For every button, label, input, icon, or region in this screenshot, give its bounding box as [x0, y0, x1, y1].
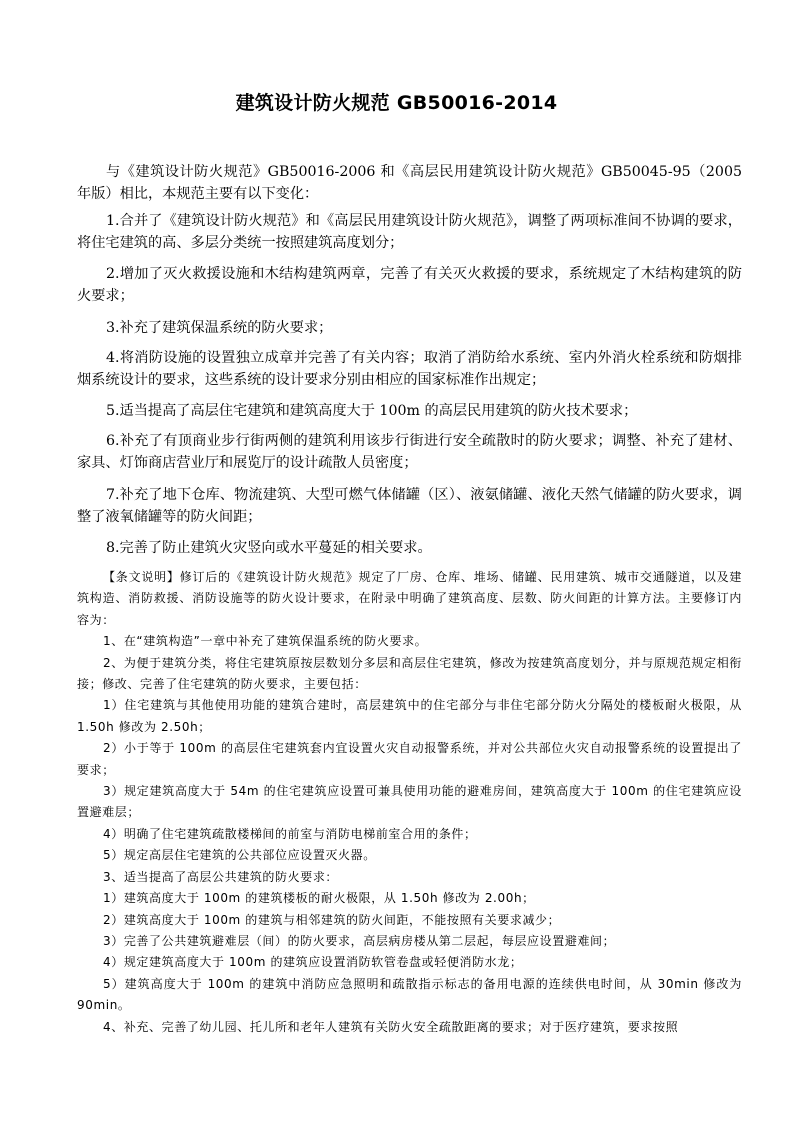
change-item-4: 4.将消防设施的设置独立成章并完善了有关内容；取消了消防给水系统、室内外消火栓系统和防烟排烟系统设计的要求，这些系统的设计要求分别由相应的国家标准作出规定；: [77, 350, 742, 388]
document-title: 建筑设计防火规范 GB50016-2014: [235, 92, 558, 114]
note-item-3-4: 4）规定建筑高度大于 100m 的建筑应设置消防软管卷盘或轻便消防水龙；: [103, 955, 523, 970]
change-item-2-block: [77, 263, 742, 307]
change-item-7: 7.补充了地下仓库、物流建筑、大型可燃气体储罐（区）、液氨储罐、液化天然气储罐的防火要求，调整了液氧储罐等的防火间距；: [77, 487, 742, 525]
note-item-1: 1、在“建筑构造”一章中补充了建筑保温系统的防火要求。: [103, 634, 428, 649]
note-item-3-3: 3）完善了公共建筑避难层（间）的防火要求，高层病房楼从第二层起，每层应设置避难间；: [103, 933, 616, 948]
change-item-8-block: [77, 537, 742, 559]
intro-paragraph: 与《建筑设计防火规范》GB50016-2006 和《高层民用建筑设计防火规范》GB50045-95（2005 年版）相比，本规范主要有以下变化：: [77, 164, 742, 202]
note-item-4: 4、补充、完善了幼儿园、托儿所和老年人建筑有关防火安全疏散距离的要求；对于医疗建筑，要求按照: [103, 1019, 679, 1034]
change-item-7-block: [77, 484, 742, 528]
change-item-4-block: [77, 347, 742, 391]
change-item-8: 8.完善了防止建筑火灾竖向或水平蔓延的相关要求。: [106, 540, 432, 556]
note-item-3-5: 5）建筑高度大于 100m 的建筑中消防应急照明和疏散指示标志的备用电源的连续供电时间，从 30min 修改为 90min。: [77, 976, 742, 1013]
change-item-1: 1.合并了《建筑设计防火规范》和《高层民用建筑设计防火规范》，调整了两项标准间不协调的要求，将住宅建筑的高、多层分类统一按照建筑高度划分；: [77, 213, 742, 251]
clause-explanation: [77, 567, 742, 1038]
change-item-3: 3.补充了建筑保温系统的防火要求；: [106, 320, 333, 336]
note-intro: 【条文说明】修订后的《建筑设计防火规范》规定了厂房、仓库、堆场、储罐、民用建筑、城市交通隧道，以及建筑构造、消防救援、消防设施等的防火设计要求，在附录中明确了建筑高度、层数、防火间距的计算方法。主要修订内容为：: [77, 570, 742, 627]
note-item-2: 2、为便于建筑分类，将住宅建筑原按层数划分多层和高层住宅建筑，修改为按建筑高度划分，并与原规范规定相衔接；修改、完善了住宅建筑的防火要求，主要包括：: [77, 655, 742, 692]
note-item-2-5: 5）规定高层住宅建筑的公共部位应设置灭火器。: [103, 848, 376, 863]
change-item-3-block: [77, 317, 742, 339]
note-item-3: 3、适当提高了高层公共建筑的防火要求：: [103, 869, 339, 884]
change-item-1-block: [77, 210, 742, 254]
note-item-2-4: 4）明确了住宅建筑疏散楼梯间的前室与消防电梯前室合用的条件；: [103, 826, 477, 841]
note-item-2-2: 2）小于等于 100m 的高层住宅建筑套内宜设置火灾自动报警系统，并对公共部位火灾自动报警系统的设置提出了要求；: [77, 741, 742, 777]
change-item-5-block: [77, 400, 742, 422]
change-item-6-block: [77, 430, 742, 474]
change-item-6: 6.补充了有顶商业步行街两侧的建筑利用该步行街进行安全疏散时的防火要求；调整、补充了建材、家具、灯饰商店营业厅和展览厅的设计疏散人员密度；: [77, 433, 742, 471]
intro-paragraph-block: [77, 161, 742, 205]
note-item-3-2: 2）建筑高度大于 100m 的建筑与相邻建筑的防火间距，不能按照有关要求减少；: [103, 912, 561, 927]
note-item-2-3: 3）规定建筑高度大于 54m 的住宅建筑应设置可兼具使用功能的避难房间，建筑高度大于 100m 的住宅建筑应设置避难层；: [77, 784, 742, 820]
note-item-2-1: 1）住宅建筑与其他使用功能的建筑合建时，高层建筑中的住宅部分与非住宅部分防火分隔处的楼板耐火极限，从 1.50h 修改为 2.50h；: [77, 698, 742, 734]
note-item-3-1: 1）建筑高度大于 100m 的建筑楼板的耐火极限，从 1.50h 修改为 2.00h；: [103, 891, 535, 906]
change-item-2: 2.增加了灭火救援设施和木结构建筑两章，完善了有关灭火救援的要求，系统规定了木结构建筑的防火要求；: [77, 266, 742, 304]
change-item-5: 5.适当提高了高层住宅建筑和建筑高度大于 100m 的高层民用建筑的防火技术要求；: [106, 403, 638, 419]
